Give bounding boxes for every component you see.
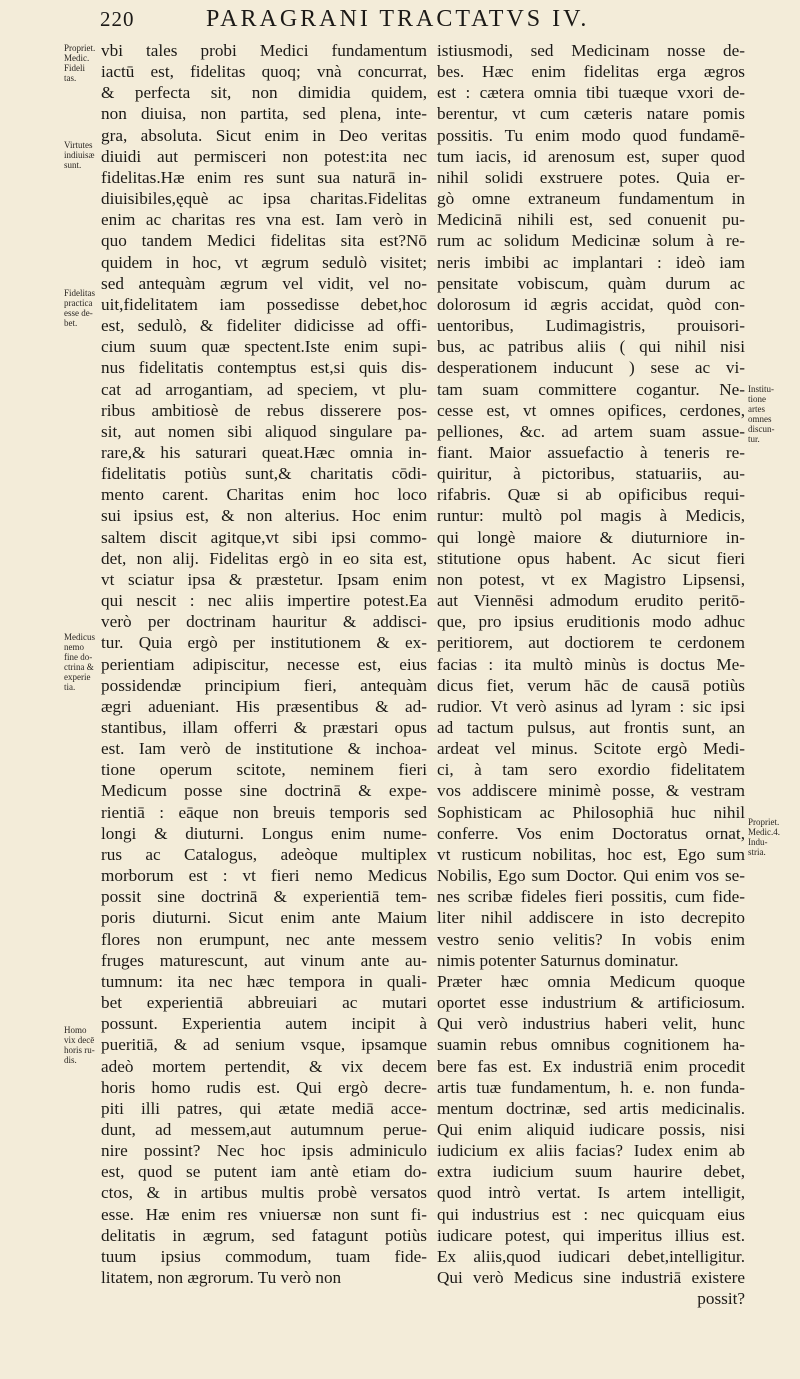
text-line: bes. Hæc enim fidelitas erga ægros [437,62,745,82]
margin-note: Fidelitas practica esse de- bet. [64,288,95,328]
text-line: vos addiscere minimè posse, & vestram [437,781,745,801]
text-line: suamin rebus omnibus cognitionem ha- [437,1035,745,1055]
text-line: verò per doctrinam hauritur & addisci- [101,612,427,632]
text-line: cat ad arrogantiam, ad speciem, vt plu- [101,379,427,399]
text-line: ctos, & in artibus multis probè versatos [101,1183,427,1203]
text-line: poris diuturni. Sicut enim ante Maium [101,908,427,928]
text-line: qui industrius est : nec quicquam eius [437,1204,745,1224]
text-line: berentur, vt cum cæteris natare pomis [437,104,745,124]
text-line: vt rusticum nobilitas, hoc est, Ego sum [437,844,745,864]
text-line: rare,& his saturari queat.Hæc omnia in- [101,442,427,462]
text-line: vestro senio velitis? In vobis enim [437,929,745,949]
text-line: pelliones, &c. ad artem suam assue- [437,421,745,441]
text-line: possunt. Experientia autem incipit à [101,1014,427,1034]
text-line: pueritiā, & ad senium vsque, ipsamque [101,1035,427,1055]
text-line: tione operum scitote, neminem fieri [101,760,427,780]
text-line: vt sciatur ipsa & præstetur. Ipsam enim [101,569,427,589]
text-line: ci, à tam sero exordio fidelitatem [437,760,745,780]
text-line: gò omne extraneum fundamentum in [437,189,745,209]
text-line: bet experientiā abbreuiari ac mutari [101,993,427,1013]
text-line: ardeat vel minus. Scitote ergò Medi- [437,739,745,759]
text-line: quidem in hoc, vt ægrum sedulò visitet; [101,252,427,272]
text-line: est, sedulò, & fideliter didicisse ad offi- [101,316,427,336]
text-line: uit,fidelitatem iam possedisse debet,hoc [101,294,427,314]
text-line: rientiā : eāque non breuis temporis sed [101,802,427,822]
text-line: fidelitatis potiùs sunt,& charitatis cōdi- [101,464,427,484]
text-line: ægri adueniant. His præsentibus & ad- [101,696,427,716]
text-line: dunt, ad messem,aut autumnum perue- [101,1119,427,1139]
text-line: Qui verò Medicus sine industriā existere [437,1268,745,1288]
text-line: flores non erumpunt, nec ante messem [101,929,427,949]
margin-note: Institu- tione artes omnes discun- tur. [748,384,775,444]
text-line: desperationem inducunt ) sese ac vi- [437,358,745,378]
margin-note: Propriet. Medic. Fideli tas. [64,43,96,83]
text-line: pensitate vobiscum, quàm durum ac [437,273,745,293]
text-line: Qui enim aliquid iudicare possis, nisi [437,1119,745,1139]
text-line: est. Iam verò de institutione & inchoa- [101,739,427,759]
text-line: iudicium ex aliis facias? Iudex enim ab [437,1141,745,1161]
text-line: extra iudicium suum haurire debet, [437,1162,745,1182]
page-header [100,6,740,34]
text-line: qui nescit : nec aliis impertire potest.Ea [101,591,427,611]
text-line: cium suum quæ spectent.Iste enim supi- [101,337,427,357]
text-line: iactū est, fidelitas quoq; vnà concurrat, [101,62,427,82]
right-text-column [437,40,745,1309]
text-line: morborum est : vt fieri nemo Medicus [101,866,427,886]
text-line: diuidi aut permisceri non potest:ita nec [101,146,427,166]
margin-note: Virtutes indiuisæ sunt. [64,140,95,170]
text-line: esse. Hæ enim res vniuersæ non sunt fi- [101,1204,427,1224]
text-line: mento carent. Charitas enim hoc loco [101,485,427,505]
running-title: PARAGRANI TRACTATVS IV. [206,6,590,32]
text-line: vbi tales probi Medici fundamentum [101,41,427,60]
text-line: facias : ita multò minùs is doctus Me- [437,654,745,674]
text-line: nihil solidi exstruere potes. Quia er- [437,167,745,187]
text-line: est : cætera omnia tibi tuæque vxori de- [437,83,745,103]
text-line: diuisibiles,ęquè ac ipsa charitas.Fidelitas [101,189,427,209]
text-line: sui ipsius est, & non alterius. Hoc enim [101,506,427,526]
text-line: istiusmodi, sed Medicinam nosse de- [437,41,745,60]
text-line: possitis. Tu enim modo quod fundamē- [437,125,745,145]
text-line: bere fas est. Ex industriā enim procedit [437,1056,745,1076]
text-line: non potest, vt ex Magistro Lipsensi, [437,569,745,589]
text-line: nes scribæ fideles fieri possitis, cum fide- [437,887,745,907]
text-line: quiritur, à pictoribus, statuariis, au- [437,464,745,484]
text-line: peritiorem, aut doctiorem te cerdonem [437,633,745,653]
text-line: Nobilis, Ego sum Doctor. Qui enim vos se- [437,866,745,886]
text-line: tum iacis, id arenosum est, super quod [437,146,745,166]
text-line: possit? [697,1289,745,1309]
text-line: ribus ambitiosè de rebus disserere pos- [101,400,427,420]
text-line: adeò mortem pertendit, & vix decem [101,1056,427,1076]
text-line: nus fidelitatis contemptus est,si quis dis- [101,358,427,378]
text-line: Medicinā nihili est, sed conuenit pu- [437,210,745,230]
text-line: Præter hæc omnia Medicum quoque [437,971,745,991]
text-line: perientiam adipiscitur, necesse est, eius [101,654,427,674]
text-line: iudicare potest, qui imperitus illius est. [437,1225,745,1245]
text-line: rus ac Catalogus, adeòque multiplex [101,844,427,864]
text-line: ad tactum pulsus, aut frontis sunt, an [437,718,745,737]
text-line: tuum ipsius commodum, tuam fide- [101,1246,427,1266]
text-line: stantibus, illam offerri & præstari opus [101,718,427,737]
text-line: longi & diuturni. Longus enim nume- [101,823,427,843]
text-line: det, non alij. Fidelitas ergò in eo sita est, [101,548,427,568]
text-line: uentoribus, Ludimagistris, prouisori- [437,316,745,336]
text-line: piti illi patres, qui ætate mediā acce- [101,1098,427,1118]
text-line: stitutione opus habent. Ac sicut fieri [437,548,745,568]
text-line: est, quod se putent iam antè etiam do- [101,1162,427,1182]
margin-note: Medicus nemo fine do- ctrina & experie tia. [64,632,95,692]
text-line: Ex aliis,quod iudicari debet,intelligitur. [437,1246,745,1266]
text-line: nire possint? Nec hoc ipsis adminiculo [101,1141,427,1161]
text-line: enim ac charitas res vna est. Iam verò in [101,210,427,230]
text-line: saltem discit agitque,vt sibi ipsi commo- [101,527,427,547]
text-line: artis tuæ fundamentum, h. e. non funda- [437,1077,745,1097]
text-line: quod intrò vertat. Is artem intelligit, [437,1183,745,1203]
text-line: rum ac solidum Medicinæ solum à re- [437,231,745,251]
text-line: Medicum posse sine doctrinā & expe- [101,781,427,801]
text-line: tumnum: ita nec hæc tempora in quali- [101,971,427,991]
text-line: nimis potenter Saturnus dominatur. [437,950,679,970]
text-line: quo tandem Medici fidelitas sita est?Nō [101,231,427,251]
text-line: cesse est, vt omnes opifices, cerdones, [437,400,745,420]
text-line: tur. Quia ergò per institutionem & ex- [101,633,427,653]
page-number: 220 [100,7,135,31]
text-line: possidendæ principium fieri, antequàm [101,675,427,695]
text-line: dicus fiet, verum hāc de causā potiùs [437,675,745,695]
text-line: oportet esse industrium & artificiosum. [437,993,745,1013]
text-line: dolorosum id ægris accidat, quòd con- [437,294,745,314]
text-line: rudior. Vt verò asinus ad lyram : sic ipsi [437,696,745,716]
text-line: runtur: multò pol magis à Medicis, [437,506,745,526]
text-line: fiant. Maior assuefactio à teneris re- [437,442,745,462]
text-line: qui longè maiore & diuturniore in- [437,527,745,547]
text-line: Qui verò industrius haberi velit, hunc [437,1014,745,1034]
text-line: Sophisticam ac Philosophiā huc nihil [437,802,745,822]
margin-note: Homo vix decē horis ru- dis. [64,1025,95,1065]
text-line: conferre. Vos enim Doctoratus ornat, [437,823,745,843]
text-line: sit, aut nomen sibi aliquod singulare pa- [101,421,427,441]
text-line: liter nihil addiscere in isto decrepito [437,908,745,928]
text-line: que, pro ipsius eruditionis modo adhuc [437,612,745,632]
left-text-column [101,40,427,1288]
text-line: fidelitas.Hæ enim res sunt sua naturā in- [101,167,427,187]
text-line: & perfecta sit, non dimidia quidem, [101,83,427,103]
text-line: tam suam committere cogantur. Ne- [437,379,745,399]
text-line: mentum doctrinæ, sed artis medicinalis. [437,1098,745,1118]
text-line: litatem, non ægrorum. Tu verò non [101,1268,342,1288]
text-line: non diuisa, non partita, sed plena, inte- [101,104,427,124]
text-line: rifabris. Quæ si ab opificibus requi- [437,485,745,505]
text-line: fruges maturescunt, aut vinum ante au- [101,950,427,970]
text-line: possit sine doctrinā & experientiā tem- [101,887,427,907]
text-line: horis homo rudis est. Qui ergò decre- [101,1077,427,1097]
text-line: delitatis in ægrum, sed fatagunt potiùs [101,1225,427,1245]
text-line: sed antequàm ægrum vel vidit, vel no- [101,273,427,293]
text-line: gra, absoluta. Sicut enim in Deo veritas [101,125,427,145]
text-line: neris imbibi ac implantari : ideò iam [437,252,745,272]
margin-note: Propriet. Medic.4. Indu- stria. [748,817,780,857]
text-line: aut Viennēsi admodum erudito peritō- [437,591,745,611]
text-line: bus, ac patribus aliis ( qui nihil nisi [437,337,745,357]
